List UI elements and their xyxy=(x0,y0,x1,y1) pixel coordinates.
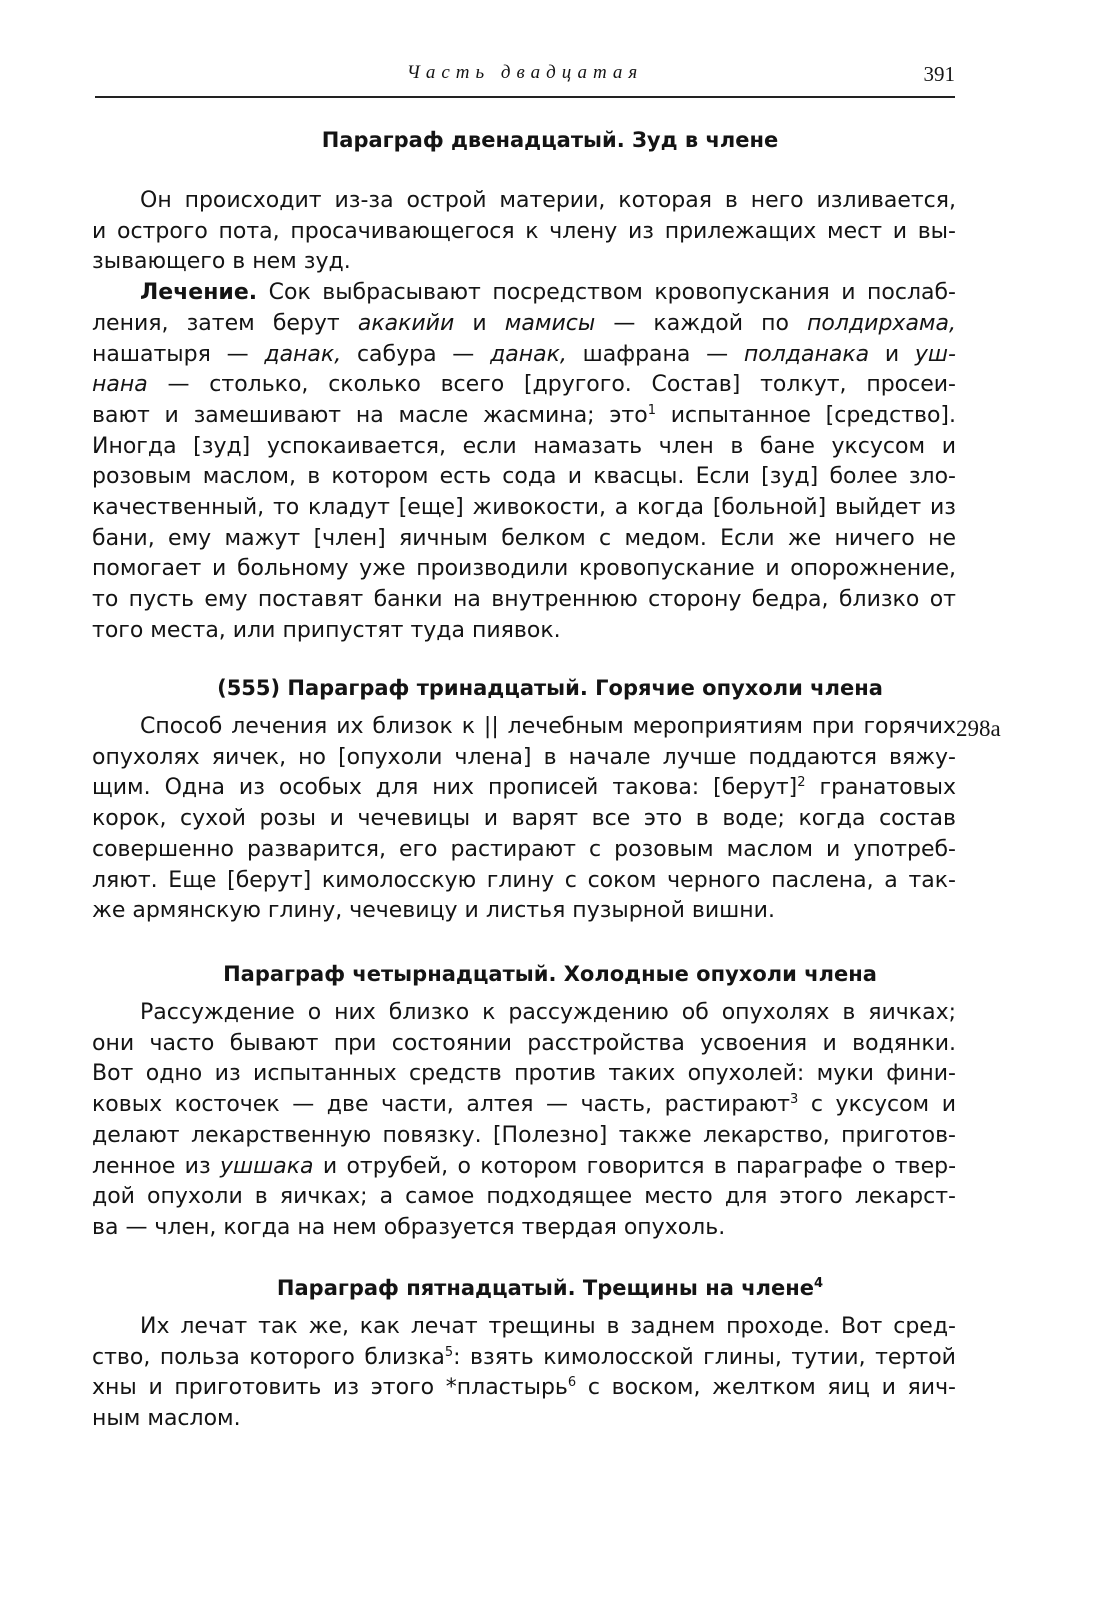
text-line: бани, ему мажут [член] яичным белком с медом. Если же ничего не xyxy=(92,525,956,551)
text-line: Он происходит из-за острой материи, которая в него изливается, xyxy=(140,188,956,213)
section-heading-15: Параграф пятнадцатый. Трещины на члене$^4$ xyxy=(276,1276,824,1300)
section-heading-12: Параграф двенадцатый. Зуд в члене xyxy=(321,128,779,152)
text-line: ным маслом. xyxy=(92,1406,241,1432)
page-number: 391 xyxy=(923,62,955,86)
text-line: они часто бывают при состоянии расстройства усвоения и водянки. xyxy=(92,1030,956,1056)
text-line: вают и замешивают на масле жасмина; это$^1$ испытанное [средство]. xyxy=(92,402,956,428)
text-line: дой опухоли в яичках; а самое подходящее место для этого лекарст- xyxy=(92,1184,956,1210)
running-title: Часть двадцатая xyxy=(406,62,644,83)
text-line: и острого пота, просачивающегося к члену из прилежащих мест и вы- xyxy=(92,218,956,244)
text-line: Их лечат так же, как лечат трещины в заднем проходе. Вот сред- xyxy=(140,1314,956,1339)
text-line: ва — член, когда на нем образуется твердая опухоль. xyxy=(92,1214,726,1240)
section-heading-14: Параграф четырнадцатый. Холодные опухоли члена xyxy=(223,962,877,986)
text-line: ленное из ушшака и отрубей, о котором говорится в параграфе о твер- xyxy=(92,1153,957,1179)
text-line: помогает и больному уже производили кровопускание и опорожнение, xyxy=(92,556,956,582)
text-line: ство, польза которого близка$^5$: взять кимолосской глины, тутии, тертой xyxy=(92,1344,956,1370)
text-line: же армянскую глину, чечевицу и листья пузырной вишни. xyxy=(92,898,775,924)
text-line: нана — столько, сколько всего [другого. Состав] толкут, просеи- xyxy=(92,372,956,398)
text-line: Иногда [зуд] успокаивается, если намазать член в бане уксусом и xyxy=(92,433,956,459)
running-header xyxy=(95,62,955,98)
text-line: нашатыря — данак, сабура — данак, шафрана — полданака и уш- xyxy=(92,341,956,367)
text-line: розовым маслом, в котором есть сода и квасцы. Если [зуд] более зло- xyxy=(92,464,956,490)
text-line: Вот одно из испытанных средств против таких опухолей: муки фини- xyxy=(92,1061,956,1087)
text-line: качественный, то кладут [еще] живокости, а когда [больной] выйдет из xyxy=(92,495,956,521)
text-line: Способ лечения их близок к || лечебным мероприятиям при горячих xyxy=(140,714,956,739)
section-body-14 xyxy=(92,998,956,1244)
text-line: щим. Одна из особых для них прописей такова: [берут]$^2$ гранатовых xyxy=(92,775,957,801)
text-line: корок, сухой розы и чечевицы и варят все это в воде; когда состав xyxy=(92,806,956,832)
section-body-15 xyxy=(92,1312,956,1435)
text-line: делают лекарственную повязку. [Полезно] также лекарство, приготов- xyxy=(92,1122,956,1148)
margin-folio-note: 298а xyxy=(956,716,1001,741)
section-body-13 xyxy=(92,712,956,927)
section-body-12 xyxy=(92,186,956,647)
text-line: Рассуждение о них близко к рассуждению об опухолях в яичках; xyxy=(140,1000,956,1025)
text-line: зывающего в нем зуд. xyxy=(92,249,351,275)
text-line: того места, или припустят туда пиявок. xyxy=(92,617,561,643)
text-line: ления, затем берут акакийи и мамисы — каждой по полдирхама, xyxy=(92,310,956,336)
text-line: ляют. Еще [берут] кимолосскую глину с соком черного паслена, а так- xyxy=(92,867,956,893)
text-line: ковых косточек — две части, алтея — часть, растирают$^3$ с уксусом и xyxy=(92,1092,957,1118)
text-line: опухолях яичек, но [опухоли члена] в начале лучше поддаются вяжу- xyxy=(92,744,956,770)
text-line: Лечение. Сок выбрасывают посредством кровопускания и послаб- xyxy=(140,280,956,306)
text-line: совершенно разварится, его растирают с розовым маслом и употреб- xyxy=(92,836,956,862)
text-line: то пусть ему поставят банки на внутреннюю сторону бедра, близко от xyxy=(92,587,956,613)
section-heading-13: (555) Параграф тринадцатый. Горячие опухоли члена xyxy=(217,676,883,700)
text-line: хны и приготовить из этого *пластырь$^6$ с воском, желтком яиц и яич- xyxy=(92,1375,956,1401)
